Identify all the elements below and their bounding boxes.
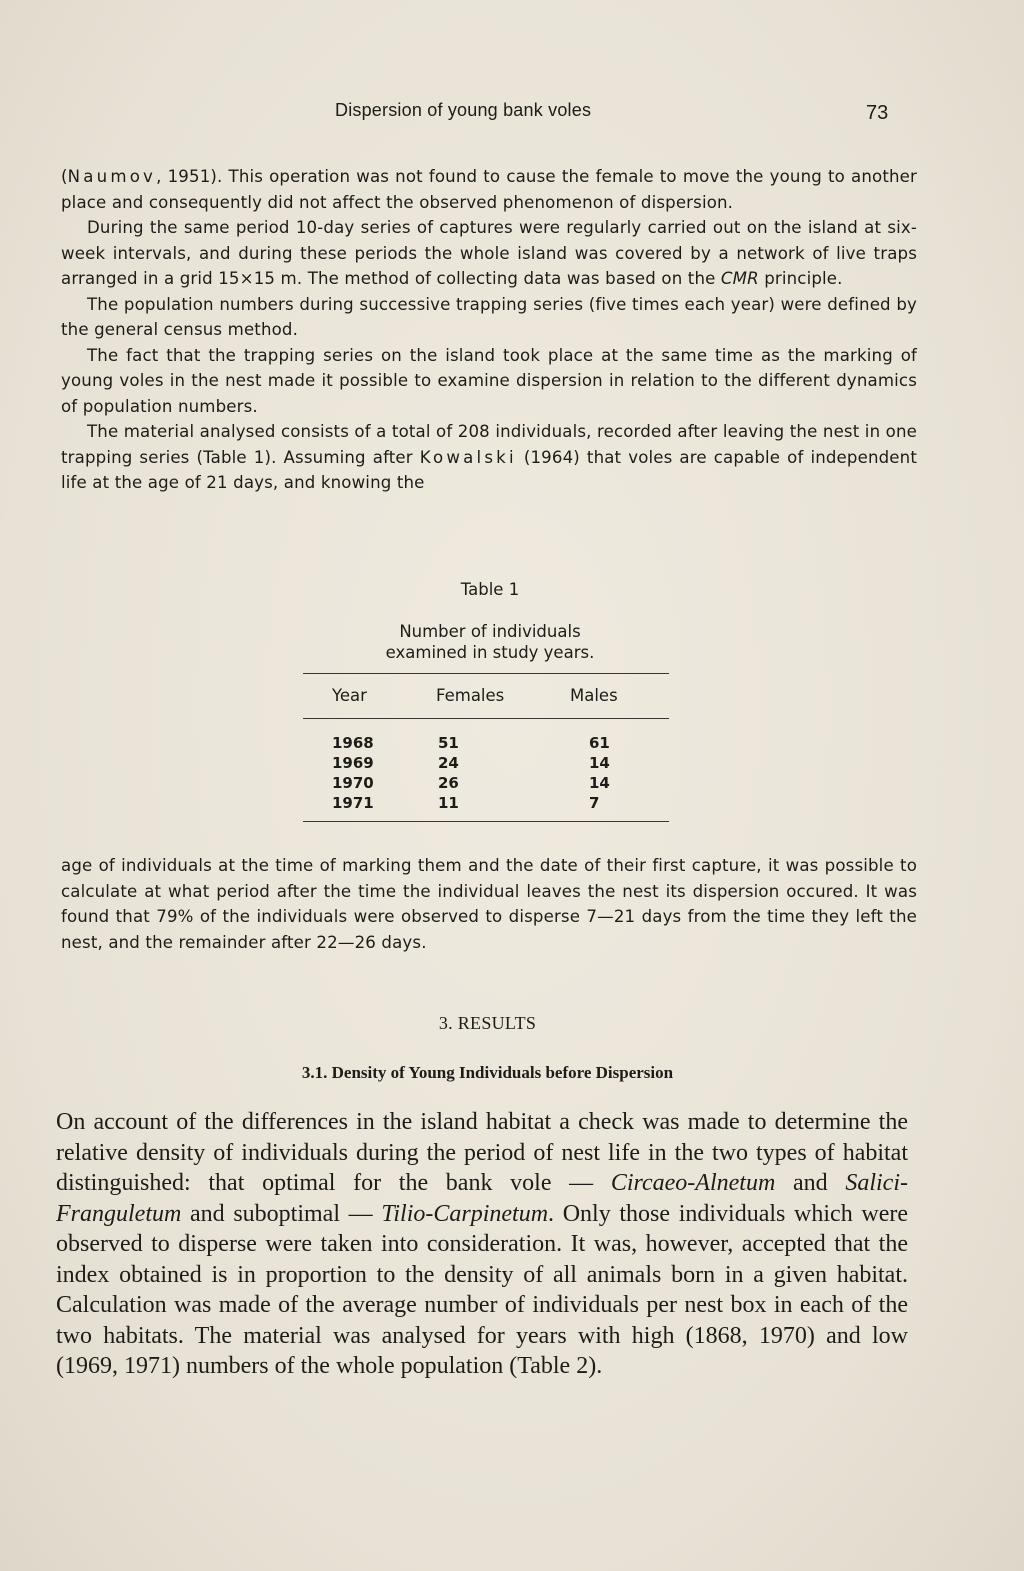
habitat-name: Circaeo-Alnetum (610, 1170, 776, 1196)
cell-males: 14 (589, 754, 610, 772)
cell-males: 7 (589, 794, 600, 812)
paragraph-5-text: The material analysed consists of a total of 208 individuals, recorded after leaving the nest in one trapping series (Table 1). Assuming after (61, 422, 917, 467)
paragraph-3: The population numbers during successive trapping series (five times each year) were defined by the general census method. (61, 294, 917, 339)
section-title: 3. RESULTS (438, 1013, 537, 1033)
dispersion-timing-text (61, 853, 917, 955)
column-header-females: Females (436, 686, 505, 705)
paragraph-2-end: principle. (758, 269, 843, 288)
results-text-part: and suboptimal — (181, 1200, 382, 1227)
habitat-name: Tilio-Carpinetum (381, 1200, 549, 1227)
cell-males: 14 (589, 774, 610, 792)
results-text-block (56, 1107, 908, 1382)
paragraph-1-text: , 1951). This operation was not found to cause the female to move the young to another place and consequently did not affect the observed phenomenon of dispersion. (61, 167, 917, 212)
methods-text-block (61, 164, 917, 496)
cell-females: 51 (438, 734, 459, 752)
cell-year: 1971 (332, 794, 374, 812)
column-header-year: Year (332, 686, 367, 705)
paren-open: ( (61, 167, 68, 186)
paragraph-2 (61, 215, 917, 292)
citation-author-kowalski: Kowalski (419, 447, 517, 467)
results-text-part: and (775, 1170, 846, 1196)
results-text-part: On account of the differences in the island habitat a check was made to determine the relative density of individuals during the period of nest life in the two types of habitat distinguished: that optimal for the bank vole — (56, 1109, 908, 1196)
running-title: Dispersion of young bank voles (335, 100, 592, 120)
table-bottom-rule (303, 821, 669, 822)
paragraph-6: age of individuals at the time of marking them and the date of their first capture, it was possible to calculate at what period after the time the individual leaves the nest its dispersion occured. It was found that 79% of the individuals were observed to disperse 7—21 days from the time they left the nest, and the remainder after 22—26 days. (61, 856, 917, 952)
page-number: 73 (866, 102, 889, 124)
table-row (0, 794, 1024, 815)
table-top-rule (303, 673, 669, 674)
table-row (0, 774, 1024, 795)
table-header-rule (303, 718, 669, 719)
cmr-term: CMR (720, 269, 759, 288)
paragraph-5-end: (1964) that voles are capable of independent life at the age of 21 days, and knowing the (61, 447, 917, 492)
paragraph-1 (61, 164, 917, 215)
table-row (0, 734, 1024, 755)
table-caption-line-2: examined in study years. (385, 643, 595, 662)
table-caption-line-1: Number of individuals (399, 622, 581, 641)
cell-year: 1968 (332, 734, 374, 752)
table-row (0, 754, 1024, 775)
results-paragraph (56, 1107, 908, 1382)
citation-author-naumov: Naumov (67, 167, 157, 186)
cell-females: 26 (438, 774, 459, 792)
cell-year: 1970 (332, 774, 374, 792)
cell-males: 61 (589, 734, 610, 752)
column-header-males: Males (570, 686, 618, 705)
subsection-title: 3.1. Density of Young Individuals before Dispersion (301, 1063, 674, 1082)
table-label: Table 1 (460, 580, 520, 599)
cell-year: 1969 (332, 754, 374, 772)
results-text-part: . Only those individuals which were observed to disperse were taken into consideration. It was, however, accepted that the index obtained is in proportion to the density of all animals born in a given habitat. Calculation was made of the average number of individuals per nest box in each of the two habitats. The material was analysed for years with high (1868, 1970) and low (1969, 1971) numbers of the whole population (Table 2). (56, 1200, 908, 1379)
table-caption (0, 621, 980, 663)
habitat-name: Salici-Franguletum (56, 1170, 908, 1227)
cell-females: 24 (438, 754, 459, 772)
paragraph-4: The fact that the trapping series on the island took place at the same time as the marking of young voles in the nest made it possible to examine dispersion in relation to the different dynamics of population numbers. (61, 345, 917, 416)
paragraph-2-text: During the same period 10-day series of captures were regularly carried out on the island at six-week intervals, and during these periods the whole island was covered by a network of live traps arranged in a grid 15×15 m. The method of collecting data was based on the (61, 218, 917, 288)
cell-females: 11 (438, 794, 459, 812)
paragraph-5 (61, 419, 917, 496)
page-header (0, 98, 1024, 126)
